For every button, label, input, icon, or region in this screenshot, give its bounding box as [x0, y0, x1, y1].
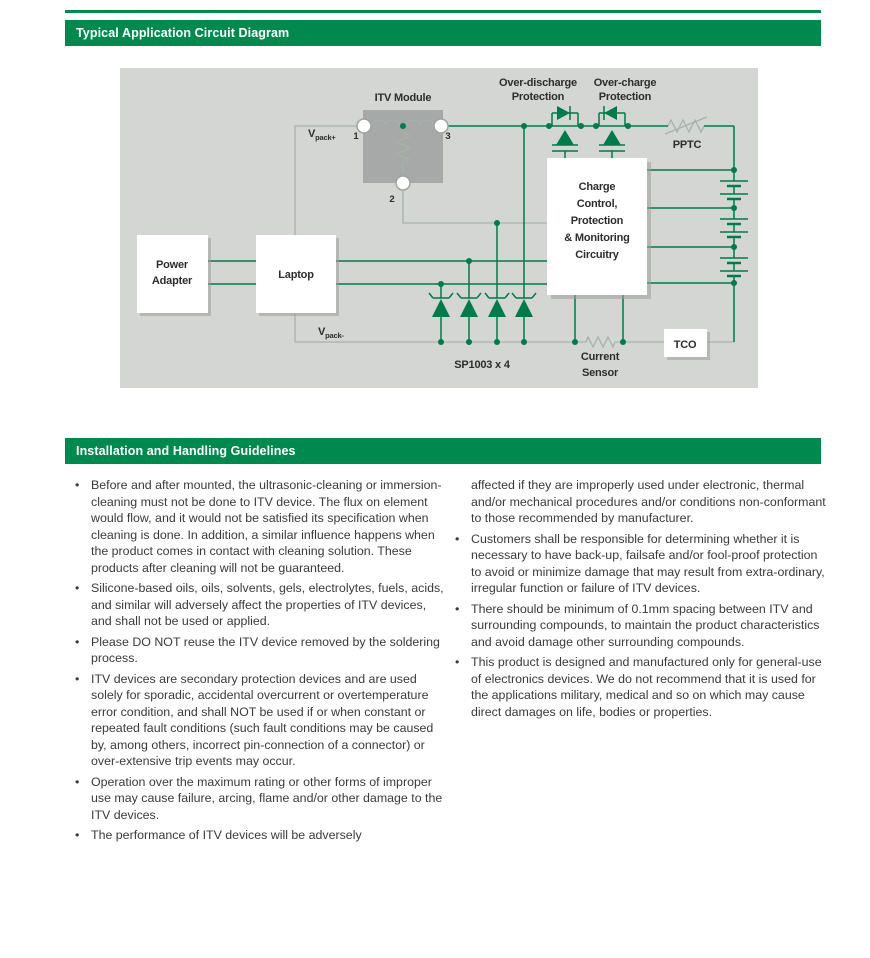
bullet-icon: •	[75, 634, 80, 649]
bullet-icon: •	[75, 478, 80, 492]
power-adapter-box	[137, 235, 208, 313]
laptop-to-charge-lines	[336, 261, 547, 284]
itv-module-label: ITV Module	[374, 92, 432, 104]
list-item	[75, 671, 445, 770]
current-sensor-label-1: Current	[580, 351, 620, 363]
guideline-text: Before and after mounted, the ultrasonic-cleaning or immersion-cleaning must not be done to ITV device. The flux on element would flow, and it would not be satisfied its specification when cleaning is done. In addition, a similar influence happens when the product comes in contact with cleaning solution. These products after cleaning will not be guaranteed.	[91, 478, 442, 575]
overdischarge-mosfet	[552, 106, 578, 158]
tco-label: TCO	[673, 339, 697, 351]
guideline-text: Please DO NOT reuse the ITV device removed by the soldering process.	[91, 634, 440, 665]
sp1003-tvs-diodes	[429, 293, 536, 317]
guideline-text: This product is designed and manufactured only for general-use of electronics devices. We do not recommend that it is used for the applications military, medical and so on which may cause direct damages on life, bodies or properties.	[471, 655, 822, 719]
sp1003-label: SP1003 x 4	[454, 359, 510, 371]
body-diode-right-icon	[557, 106, 570, 120]
charge-box-label-3: Protection	[570, 215, 624, 227]
terminal-1	[357, 119, 371, 133]
guidelines-left-column	[75, 477, 445, 848]
bullet-icon: •	[75, 671, 80, 686]
list-item	[455, 654, 829, 720]
guideline-text: Operation over the maximum rating or other forms of improper use may cause failure, arcing, flame and/or other damage to the ITV devices.	[91, 774, 443, 822]
guideline-text: The performance of ITV devices will be adversely	[91, 828, 362, 842]
charge-box-label-1: Charge	[578, 181, 616, 193]
mosfet-arrow-icon	[603, 130, 621, 145]
guideline-continuation-text: affected if they are improperly used under electronic, thermal and/or mechanical procedures and/or conditions non-conformant to those recommended by manufacturer.	[471, 478, 826, 525]
overdischarge-label-2: Protection	[511, 91, 565, 103]
section2-title: Installation and Handling Guidelines	[76, 444, 296, 458]
power-adapter-label-1: Power	[155, 259, 189, 271]
pptc-label: PPTC	[672, 139, 702, 151]
section-header-guidelines	[65, 438, 821, 464]
circuit-diagram	[120, 68, 758, 388]
bullet-icon: •	[75, 581, 80, 595]
body-diode-left-icon	[604, 106, 617, 120]
circuit-diagram-panel	[120, 68, 758, 388]
bullet-icon: •	[75, 828, 80, 842]
terminal-2-label: 2	[389, 194, 395, 205]
terminal2-wire	[403, 190, 547, 223]
vpack-minus-label: $V_{pack-}$	[318, 326, 344, 340]
bullet-icon: •	[75, 774, 80, 789]
section-header-circuit-diagram	[65, 20, 821, 46]
guideline-text: ITV devices are secondary protection devices and are used solely for sporadic, accidental overcurrent or overtemperature error condition, and shall NOT be used if or when constant or repeated fault conditions (such fault conditions may be caused by, among others, incorrect pin-connection of a connector) or over-extensive trip events may occur.	[91, 671, 434, 768]
charge-box-label-4: & Monitoring	[564, 232, 630, 244]
list-item	[75, 477, 445, 576]
overcharge-mosfet	[599, 106, 625, 158]
guideline-text: Silicone-based oils, oils, solvents, gels, electrolytes, fuels, acids, and similar will adversely affect the properties of ITV devices, and shall not be used or applied.	[91, 581, 444, 628]
power-adapter-label-2: Adapter	[151, 275, 193, 287]
list-item	[75, 774, 445, 824]
bullet-icon: •	[455, 655, 460, 669]
component-boxes	[137, 158, 710, 360]
laptop-label: Laptop	[278, 269, 314, 281]
overcharge-label-2: Protection	[598, 91, 652, 103]
terminal-3-label: 3	[445, 131, 451, 142]
guideline-text: Customers shall be responsible for determining whether it is necessary to have back-up, failsafe and/or fool-proof protection to avoid or minimize damage that may result from extra-ordinary, irregular function or failure of ITV devices.	[471, 531, 825, 595]
bullet-icon: •	[455, 531, 460, 546]
battery-taps	[647, 170, 734, 283]
terminal-2	[396, 176, 410, 190]
bullet-icon: •	[455, 601, 460, 616]
guidelines-right-column	[455, 477, 829, 724]
current-sensor-label-2: Sensor	[581, 367, 619, 379]
top-divider	[65, 10, 821, 13]
overdischarge-label-1: Over-discharge	[499, 77, 577, 89]
overcharge-label-1: Over-charge	[593, 77, 657, 89]
list-item	[75, 580, 445, 630]
terminal-1-label: 1	[353, 131, 359, 142]
power-to-laptop-lines	[208, 261, 256, 284]
current-sense-verticals	[575, 295, 623, 342]
list-item	[455, 531, 829, 597]
list-item	[455, 601, 829, 651]
vpack-plus-label: $V_{pack+}$	[308, 128, 336, 142]
wire-gray-group	[295, 117, 734, 347]
guideline-text: There should be minimum of 0.1mm spacing between ITV and surrounding compounds, to maintain the product characteristics and avoid damage other surrounding compounds.	[471, 601, 820, 649]
mosfet-arrow-icon	[556, 130, 574, 145]
list-item	[75, 827, 445, 844]
current-sensor-resistor	[586, 337, 615, 347]
charge-box-label-2: Control,	[576, 198, 618, 210]
list-item	[75, 634, 445, 667]
section1-title: Typical Application Circuit Diagram	[76, 26, 290, 40]
charge-box-label-5: Circuitry	[575, 249, 619, 261]
itv-module	[363, 110, 443, 183]
